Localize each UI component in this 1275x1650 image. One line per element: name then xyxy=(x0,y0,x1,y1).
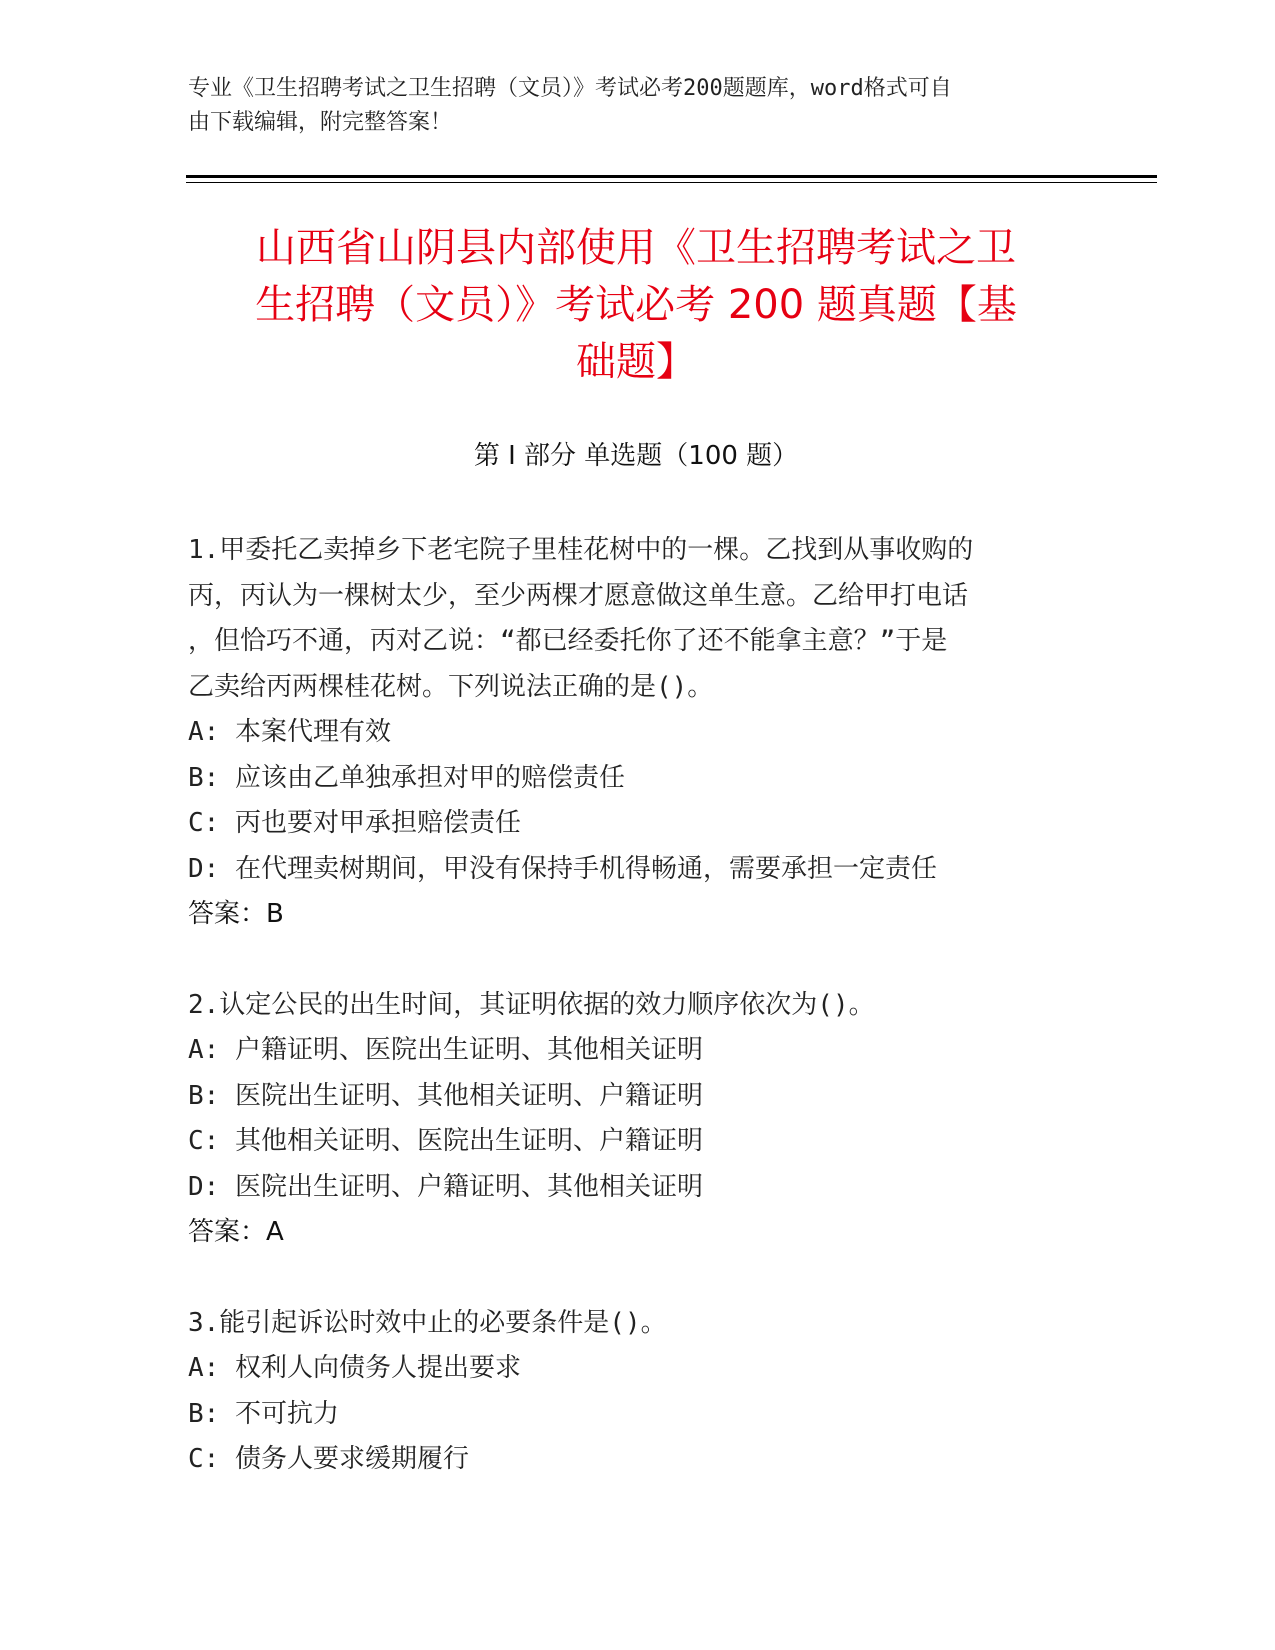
option-b: B: 不可抗力 xyxy=(188,1398,339,1429)
option-c: C: 债务人要求缓期履行 xyxy=(188,1444,469,1474)
answer: 答案：A xyxy=(188,1217,284,1247)
option-a: A: 户籍证明、医院出生证明、其他相关证明 xyxy=(188,1035,703,1065)
question-stem-line: 丙，丙认为一棵树太少，至少两棵才愿意做这单生意。乙给甲打电话 xyxy=(188,580,969,611)
question-stem-line: 2.认定公民的出生时间，其证明依据的效力顺序依次为()。 xyxy=(188,989,875,1020)
question-stem xyxy=(188,983,1088,1029)
option-d: D: 医院出生证明、户籍证明、其他相关证明 xyxy=(188,1171,703,1202)
question-stem-line: 3.能引起诉讼时效中止的必要条件是()。 xyxy=(188,1307,667,1338)
question-stem-line: 1.甲委托乙卖掉乡下老宅院子里桂花树中的一棵。乙找到从事收购的 xyxy=(188,535,974,565)
question-list xyxy=(188,528,1088,1528)
question-stem-line: ，但恰巧不通，丙对乙说：“都已经委托你了还不能拿主意？”于是 xyxy=(188,626,948,656)
option-a: A: 权利人向债务人提出要求 xyxy=(188,1353,521,1383)
option-b: B: 应该由乙单独承担对甲的赔偿责任 xyxy=(188,762,625,793)
header-note-line: 专业《卫生招聘考试之卫生招聘（文员）》考试必考200题题库，word格式可自 xyxy=(188,76,952,101)
document-title-line: 生招聘（文员）》考试必考 200 题真题【基 xyxy=(255,282,1017,328)
document-title-line: 础题】 xyxy=(576,339,696,385)
option-c: C: 丙也要对甲承担赔偿责任 xyxy=(188,808,521,838)
question-2 xyxy=(188,983,1088,1256)
question-3 xyxy=(188,1301,1088,1483)
document-title xyxy=(186,220,1086,391)
section-heading: 第 I 部分 单选题（100 题） xyxy=(473,441,799,471)
option-b: B: 医院出生证明、其他相关证明、户籍证明 xyxy=(188,1080,703,1111)
option-a: A: 本案代理有效 xyxy=(188,717,391,747)
header-note xyxy=(188,72,1088,140)
question-stem xyxy=(188,1301,1088,1347)
answer: 答案：B xyxy=(188,899,284,929)
question-stem-line: 乙卖给丙两棵桂花树。下列说法正确的是()。 xyxy=(188,671,714,702)
question-stem xyxy=(188,528,1088,710)
option-c: C: 其他相关证明、医院出生证明、户籍证明 xyxy=(188,1126,703,1156)
header-note-line: 由下载编辑，附完整答案！ xyxy=(188,110,453,135)
option-d: D: 在代理卖树期间，甲没有保持手机得畅通，需要承担一定责任 xyxy=(188,853,937,884)
question-1 xyxy=(188,528,1088,938)
document-title-line: 山西省山阴县内部使用《卫生招聘考试之卫 xyxy=(256,225,1016,271)
header-divider-thick xyxy=(186,175,1157,178)
header-divider-thin xyxy=(186,182,1157,183)
